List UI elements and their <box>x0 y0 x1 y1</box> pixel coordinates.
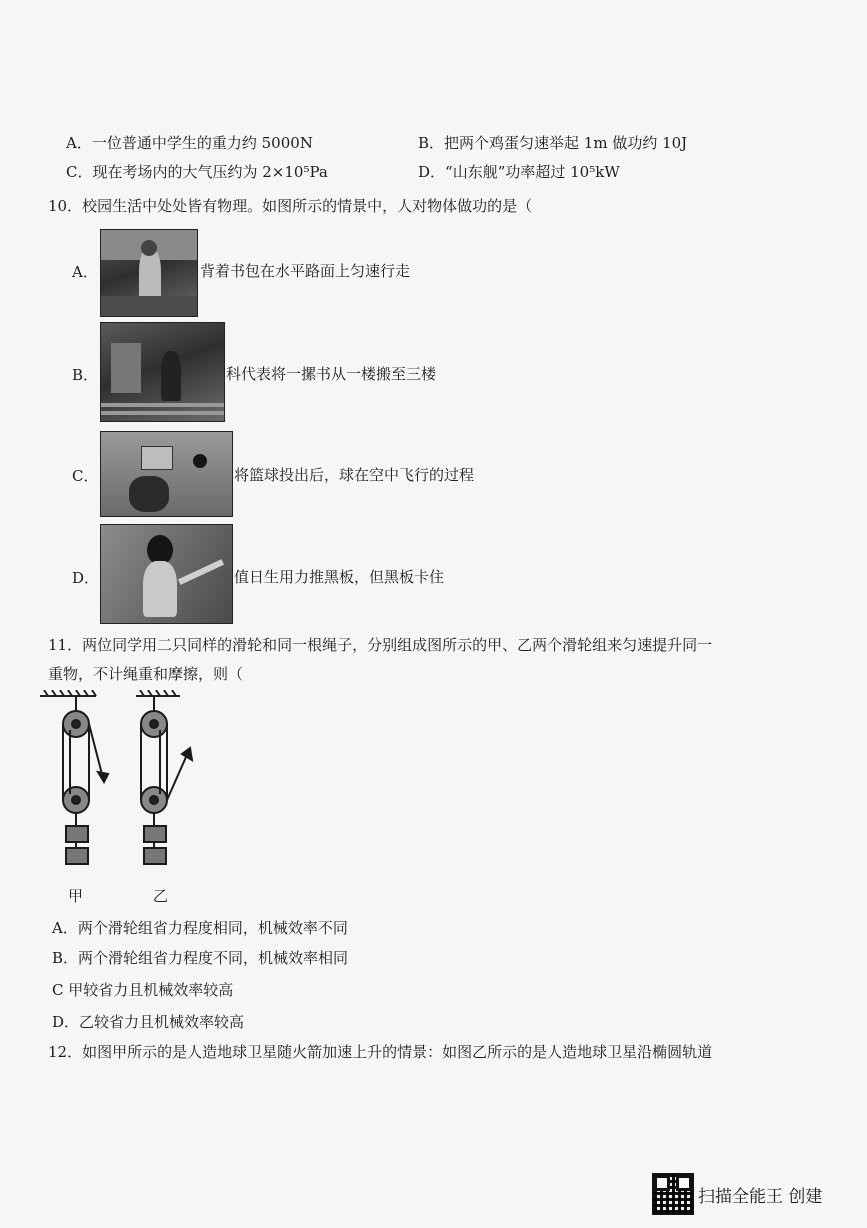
q9-option-a: A．一位普通中学生的重力约 5000N <box>66 134 313 152</box>
q10-option-d-letter: D． <box>72 569 100 587</box>
q10-option-a-text: 背着书包在水平路面上匀速行走 <box>200 262 411 280</box>
pulley-system-jia <box>63 696 108 864</box>
figure-label-yi: 乙 <box>153 887 169 905</box>
q9-option-d: D．“山东舰”功率超过 10⁵kW <box>418 163 620 181</box>
q11-option-c: C 甲较省力且机械效率较高 <box>52 981 234 999</box>
backpack-walking-photo <box>100 229 198 317</box>
figure-label-jia: 甲 <box>68 887 84 905</box>
pulley-system-yi <box>141 696 192 864</box>
q12-stem: 12．如图甲所示的是人造地球卫星随火箭加速上升的情景：如图乙所示的是人造地球卫星沿椭圆轨道 <box>48 1043 713 1061</box>
q11-option-d: D．乙较省力且机械效率较高 <box>52 1013 245 1031</box>
q11-option-a: A．两个滑轮组省力程度相同，机械效率不同 <box>52 919 348 937</box>
q10-option-b-letter: B． <box>72 366 99 384</box>
q11-stem-line2: 重物，不计绳重和摩擦，则（ <box>48 665 244 683</box>
carrying-books-stairs-photo <box>100 322 225 422</box>
qr-code-icon <box>652 1173 694 1215</box>
q10-option-c-text: 将篮球投出后，球在空中飞行的过程 <box>234 466 475 484</box>
q10-option-b-text: 科代表将一摞书从一楼搬至三楼 <box>226 365 437 383</box>
q9-option-b: B．把两个鸡蛋匀速举起 1m 做功约 10J <box>418 134 688 152</box>
q11-option-b: B．两个滑轮组省力程度不同，机械效率相同 <box>52 949 349 967</box>
q10-stem: 10．校园生活中处处皆有物理。如图所示的情景中，人对物体做功的是（ <box>48 197 533 215</box>
basketball-throw-photo <box>100 431 233 517</box>
q10-option-d-text: 值日生用力推黑板，但黑板卡住 <box>234 568 445 586</box>
q11-stem-line1: 11．两位同学用二只同样的滑轮和同一根绳子，分别组成图所示的甲、乙两个滑轮组来匀速提升同一 <box>48 636 713 654</box>
scanner-watermark-text: 扫描全能王 创建 <box>698 1187 823 1207</box>
q10-option-c-letter: C． <box>72 467 99 485</box>
ceiling-right <box>136 690 180 696</box>
q9-option-c: C．现在考场内的大气压约为 2×10⁵Pa <box>66 163 328 181</box>
pulley-systems-diagram <box>40 690 200 890</box>
ceiling-left <box>40 690 96 696</box>
pushing-blackboard-photo <box>100 524 233 624</box>
q10-option-a-letter: A． <box>72 263 98 281</box>
